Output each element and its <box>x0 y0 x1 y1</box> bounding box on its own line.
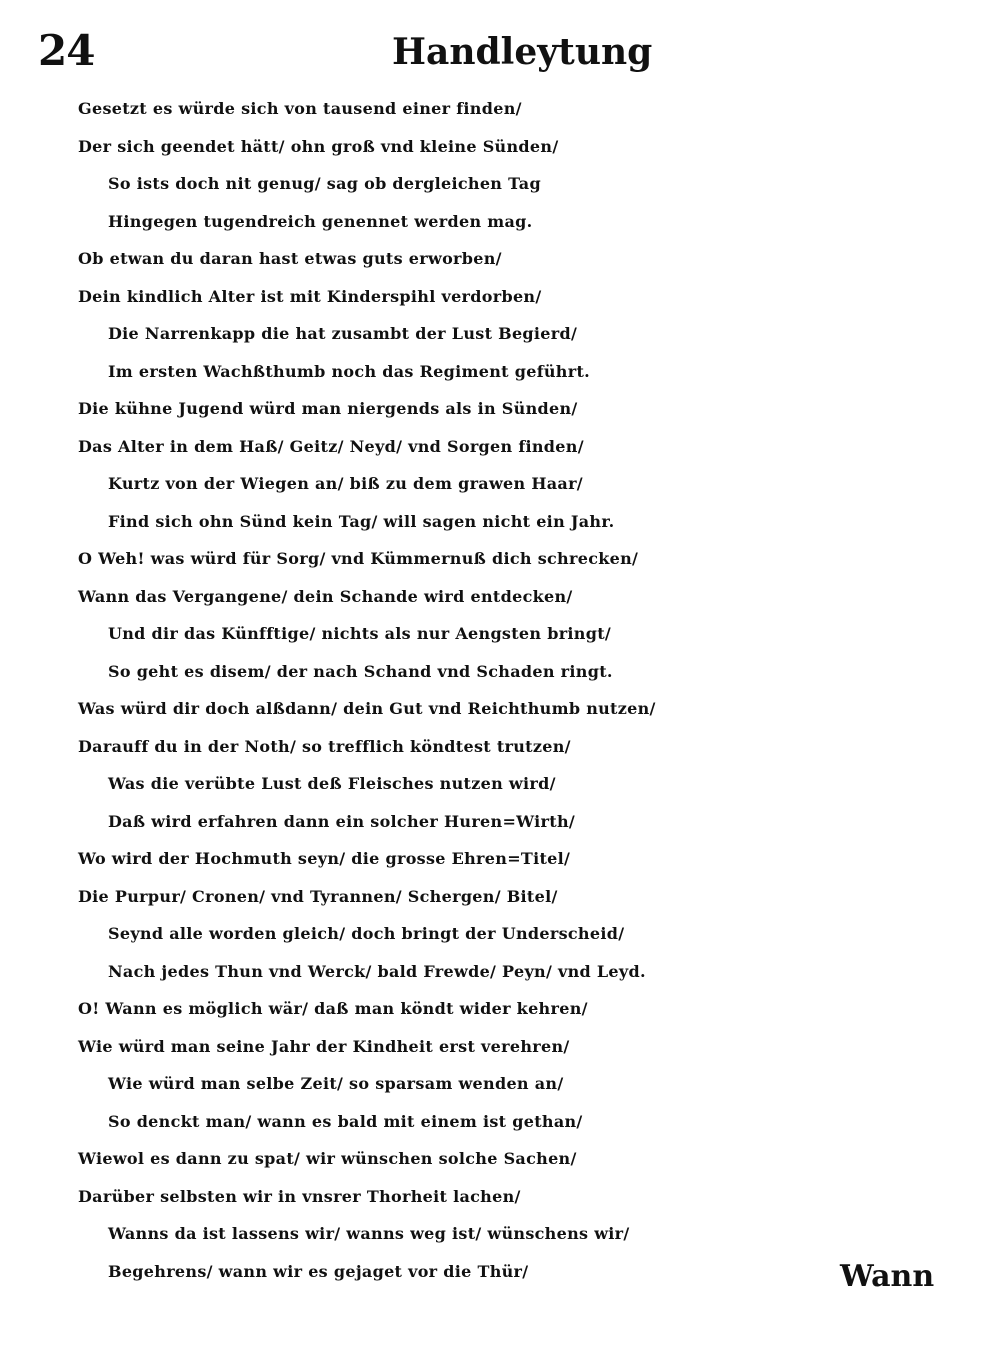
verse-line: Dein kindlich Alter ist mit Kinderspihl verdorben/ <box>78 286 542 306</box>
verse-line: Daß wird erfahren dann ein solcher Huren=Wirth/ <box>108 811 576 831</box>
verse-line: Kurtz von der Wiegen an/ biß zu dem grawen Haar/ <box>108 474 583 493</box>
catchword: Wann <box>840 1259 935 1294</box>
verse-line: Was würd dir doch alßdann/ dein Gut vnd Reichthumb nutzen/ <box>78 699 656 718</box>
verse-line: Wo wird der Hochmuth seyn/ die grosse Ehren=Titel/ <box>78 849 571 868</box>
verse-line: Darauff du in der Noth/ so trefflich köndtest trutzen/ <box>78 736 571 756</box>
verse-line: Im ersten Wachßthumb noch das Regiment geführt. <box>108 361 591 381</box>
verse-line: Nach jedes Thun vnd Werck/ bald Frewde/ Peyn/ vnd Leyd. <box>108 961 646 981</box>
verse-line: Seynd alle worden gleich/ doch bringt der Underscheid/ <box>108 924 625 943</box>
verse-line: Wie würd man selbe Zeit/ so sparsam wenden an/ <box>108 1074 564 1093</box>
verse-line: O Weh! was würd für Sorg/ vnd Kümmernuß dich schrecken/ <box>78 549 639 568</box>
verse-line: Begehrens/ wann wir es gejaget vor die Thür/ <box>108 1261 529 1281</box>
verse-line: Und dir das Künfftige/ nichts als nur Aengsten bringt/ <box>108 624 612 643</box>
verse-line: So denckt man/ wann es bald mit einem ist gethan/ <box>108 1111 583 1131</box>
verse-line: Wiewol es dann zu spat/ wir wünschen solche Sachen/ <box>78 1149 577 1168</box>
running-head: Handleytung <box>392 31 653 73</box>
verse-line: Hingegen tugendreich genennet werden mag. <box>108 211 533 231</box>
page-number: 24 <box>38 26 95 75</box>
verse-line: Find sich ohn Sünd kein Tag/ will sagen nicht ein Jahr. <box>108 511 615 531</box>
verse-line: Wann das Vergangene/ dein Schande wird entdecken/ <box>78 586 573 606</box>
verse-line: Das Alter in dem Haß/ Geitz/ Neyd/ vnd Sorgen finden/ <box>78 436 584 456</box>
verse-line: Wanns da ist lassens wir/ wanns weg ist/ wünschens wir/ <box>108 1224 630 1243</box>
verse-line: Der sich geendet hätt/ ohn groß vnd kleine Sünden/ <box>78 136 559 156</box>
verse-line: Ob etwan du daran hast etwas guts erworben/ <box>78 249 502 268</box>
verse-line: Gesetzt es würde sich von tausend einer finden/ <box>78 99 522 118</box>
verse-text <box>0 90 1000 1294</box>
verse-line: Die Narrenkapp die hat zusambt der Lust Begierd/ <box>108 324 578 343</box>
verse-line: Die kühne Jugend würd man niergends als in Sünden/ <box>78 399 578 418</box>
verse-line: Was die verübte Lust deß Fleisches nutzen wird/ <box>108 774 556 793</box>
verse-line: So geht es disem/ der nach Schand vnd Schaden ringt. <box>108 661 613 681</box>
verse-line: Wie würd man seine Jahr der Kindheit erst verehren/ <box>78 1036 570 1056</box>
verse-line: So ists doch nit genug/ sag ob dergleichen Tag <box>108 174 541 193</box>
verse-line: O! Wann es möglich wär/ daß man köndt wider kehren/ <box>78 999 588 1018</box>
verse-line: Darüber selbsten wir in vnsrer Thorheit lachen/ <box>78 1186 521 1206</box>
verse-line: Die Purpur/ Cronen/ vnd Tyrannen/ Schergen/ Bitel/ <box>78 886 558 906</box>
